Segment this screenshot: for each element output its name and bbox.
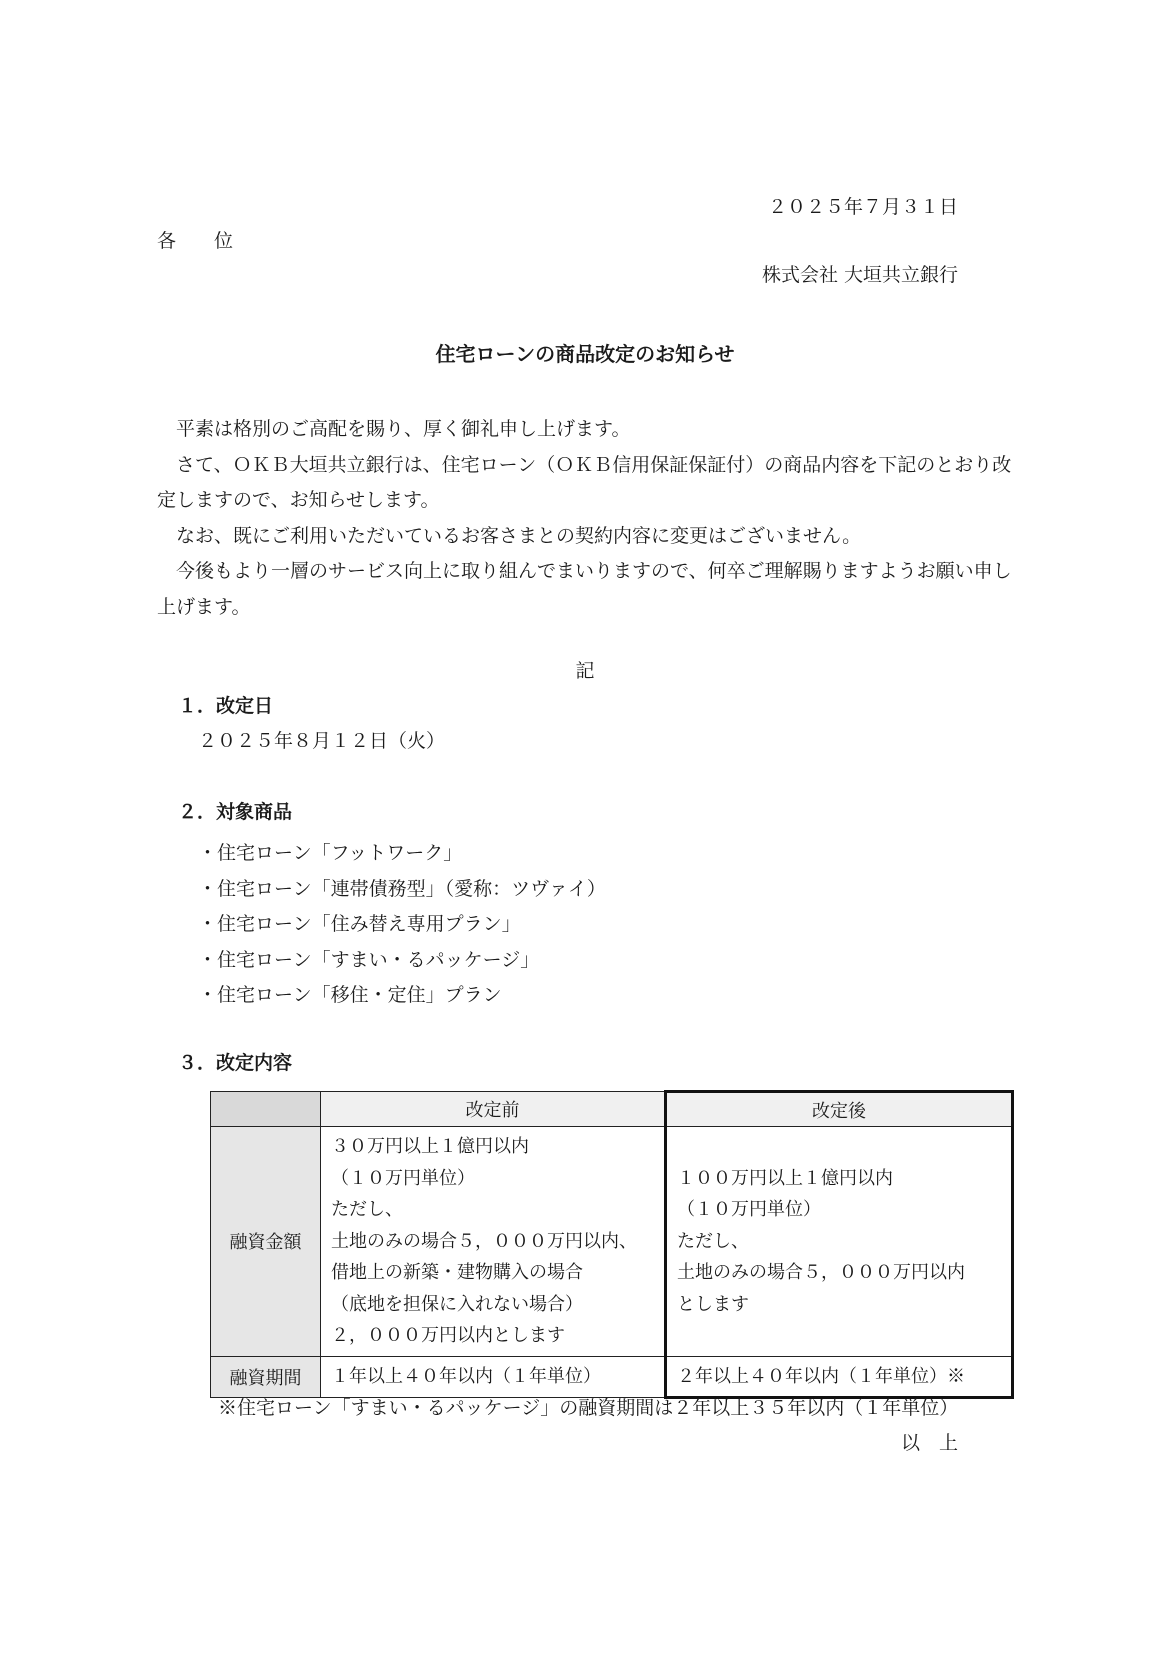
product-list	[198, 836, 606, 1014]
table-header-row	[211, 1092, 1013, 1127]
cell-line: （１０万円単位）	[331, 1167, 475, 1189]
body-paragraph: 今後もより一層のサービス向上に取り組んでまいりますので、何卒ご理解賜りますようお願い申し上げます。	[157, 560, 1012, 618]
table-corner	[211, 1092, 321, 1127]
cell-line: 借地上の新築・建物購入の場合	[331, 1262, 583, 1283]
list-item: ・住宅ローン「連帯債務型」（愛称：ツヴァイ）	[198, 877, 606, 900]
list-item: ・住宅ローン「住み替え専用プラン」	[198, 913, 521, 935]
cell-line: ３０万円以上１億円以内	[331, 1136, 529, 1157]
table-footnote: ※住宅ローン「すまい・るパッケージ」の融資期間は２年以上３５年以内（１年単位）	[218, 1397, 959, 1419]
document-date: ２０２５年７月３１日	[767, 196, 958, 218]
cell-line: ２年以上４０年以内（１年単位）※	[677, 1365, 965, 1387]
header-after: 改定後	[666, 1092, 1013, 1127]
ki-mark: 記	[575, 660, 595, 682]
table-row	[211, 1127, 1013, 1357]
list-item: ・住宅ローン「フットワーク」	[198, 842, 463, 864]
cell-line: ２，０００万円以内とします	[331, 1325, 565, 1346]
cell-line: 土地のみの場合５，０００万円以内、	[331, 1230, 637, 1252]
loan-term-after	[666, 1356, 1013, 1398]
closing-mark: 以 上	[900, 1432, 958, 1454]
revision-date: ２０２５年８月１２日（火）	[198, 730, 446, 752]
cell-line: （底地を担保に入れない場合）	[331, 1293, 583, 1315]
list-item: ・住宅ローン「すまい・るパッケージ」	[198, 948, 540, 971]
cell-line: ただし、	[331, 1199, 403, 1220]
row-label-loan-term: 融資期間	[211, 1356, 321, 1398]
loan-amount-before	[321, 1127, 666, 1357]
issuer-name: 株式会社 大垣共立銀行	[761, 264, 958, 286]
cell-line: 土地のみの場合５，０００万円以内	[677, 1262, 965, 1283]
body-paragraph: なお、既にご利用いただいているお客さまとの契約内容に変更はございません。	[176, 524, 862, 547]
body-paragraph: 平素は格別のご高配を賜り、厚く御礼申し上げます。	[176, 418, 631, 440]
revision-table	[210, 1090, 1014, 1399]
body-paragraph: さて、ＯＫＢ大垣共立銀行は、住宅ローン（ＯＫＢ信用保証保証付）の商品内容を下記のとおり改定しますので、お知らせします。	[157, 453, 1012, 511]
loan-amount-after	[666, 1127, 1013, 1357]
header-before: 改定前	[321, 1092, 666, 1127]
row-label-loan-amount: 融資金額	[211, 1127, 321, 1357]
cell-line: １年以上４０年以内（１年単位）	[331, 1366, 601, 1387]
addressee: 各 位	[157, 230, 234, 252]
section1-heading: １．改定日	[178, 695, 274, 717]
section2-heading: ２．対象商品	[178, 801, 293, 823]
section3-heading: ３．改定内容	[178, 1052, 293, 1074]
loan-term-before	[321, 1356, 666, 1398]
list-item: ・住宅ローン「移住・定住」プラン	[198, 984, 502, 1006]
table-row	[211, 1356, 1013, 1398]
document-title: 住宅ローンの商品改定のお知らせ	[435, 342, 735, 366]
cell-line: １００万円以上１億円以内	[677, 1167, 893, 1189]
cell-line: （１０万円単位）	[677, 1199, 821, 1220]
cell-line: ただし、	[677, 1230, 749, 1252]
cell-line: とします	[677, 1293, 749, 1315]
body-text	[157, 412, 1017, 625]
